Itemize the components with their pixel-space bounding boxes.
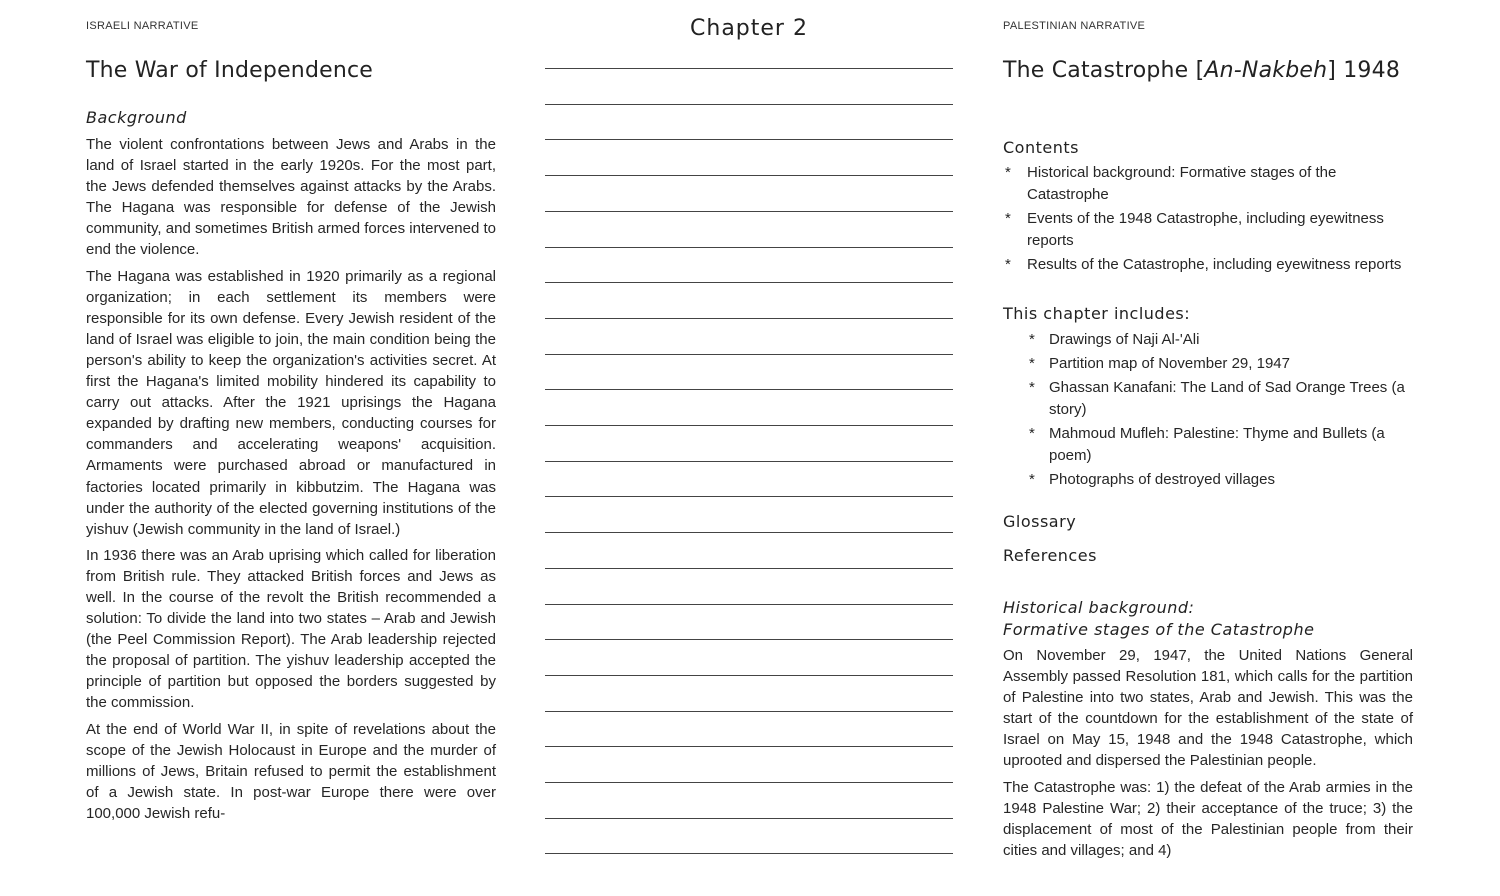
list-item: * Mahmoud Mufleh: Palestine: Thyme and Bullets (a poem)	[1029, 425, 1385, 464]
writing-line	[545, 354, 953, 355]
list-item: * Results of the Catastrophe, including eyewitness reports	[1005, 256, 1402, 273]
writing-line	[545, 711, 953, 712]
writing-line	[545, 568, 953, 569]
writing-line	[545, 318, 953, 319]
israeli-paragraph-3: In 1936 there was an Arab uprising which called for liberation from British rule. They attacked British forces and Jews as well. In the course of the revolt the British recommended a solution: To divide the land into two states – Arab and Jewish (the Peel Commission Report). The Arab leadership rejected the proposal of partition. The yishuv leadership accepted the principle of partition but opposed the borders suggested by the commission.	[86, 546, 496, 712]
israeli-paragraph-2: The Hagana was established in 1920 primarily as a regional organization; in each settlement its members were responsible for its own defense. Every Jewish resident of the land of Israel was eligible to join, the main condition being the person's ability to keep the organization's activities secret. At first the Hagana's limited mobility hindered its capability to carry out attacks. After the 1921 uprisings the Hagana expanded by drafting new members, conducting courses for commanders and accelerating weapons' acquisition. Armaments were purchased abroad or manufactured in factories located primarily in kibbutzim. The Hagana was under the authority of the elected governing institutions of the yishuv (Jewish community in the land of Israel.)	[86, 267, 496, 538]
heading-part-italic: An-Nakbeh	[1204, 58, 1328, 83]
writing-line	[545, 461, 953, 462]
writing-line	[545, 139, 953, 140]
includes-list	[1027, 329, 1417, 493]
writing-line	[545, 675, 953, 676]
list-item: * Events of the 1948 Catastrophe, including eyewitness reports	[1005, 210, 1384, 249]
writing-line	[545, 746, 953, 747]
writing-line	[545, 853, 953, 854]
palestinian-chapter-heading	[1003, 58, 1400, 83]
palestinian-paragraph-1: On November 29, 1947, the United Nations General Assembly passed Resolution 181, which calls for the partition of Palestine into two states, Arab and Jewish. This was the start of the countdown for the establishment of the state of Israel on May 15, 1948 and the 1948 Catastrophe, which uprooted and dispersed the Palestinian people.	[1003, 647, 1413, 770]
historical-background-heading: Historical background:	[1003, 598, 1195, 617]
israeli-paragraph-1: The violent confrontations between Jews and Arabs in the land of Israel started in the early 1920s. For the most part, the Jews defended themselves against attacks by the Arabs. The Hagana was responsible for defense of the Jewish community, and sometimes British armed forces intervened to end the violence.	[86, 136, 496, 259]
writing-line	[545, 425, 953, 426]
background-heading: Background	[86, 108, 187, 127]
writing-line	[545, 532, 953, 533]
writing-line	[545, 604, 953, 605]
list-item: * Historical background: Formative stages of the Catastrophe	[1005, 164, 1337, 203]
includes-heading: This chapter includes:	[1003, 304, 1191, 323]
list-item: * Drawings of Naji Al-'Ali	[1029, 331, 1200, 348]
writing-line	[545, 175, 953, 176]
israeli-body	[86, 134, 496, 829]
writing-line	[545, 104, 953, 105]
writing-line	[545, 818, 953, 819]
writing-line	[545, 68, 953, 69]
israeli-paragraph-4: At the end of World War II, in spite of revelations about the scope of the Jewish Holocaust in Europe and the murder of millions of Jews, Britain refused to permit the establishment of a Jewish state. In post-war Europe there were over 100,000 Jewish refu-	[86, 720, 496, 822]
writing-line	[545, 282, 953, 283]
list-item: * Ghassan Kanafani: The Land of Sad Orange Trees (a story)	[1029, 379, 1405, 418]
palestinian-paragraph-2: The Catastrophe was: 1) the defeat of the Arab armies in the 1948 Palestine War; 2) their acceptance of the truce; 3) the displacement of most of the Palestinian people from their cities and villages; and 4)	[1003, 778, 1413, 859]
contents-heading: Contents	[1003, 138, 1079, 157]
list-item: * Partition map of November 29, 1947	[1029, 355, 1290, 372]
references-heading: References	[1003, 546, 1097, 565]
list-item: * Photographs of destroyed villages	[1029, 471, 1275, 488]
heading-part-end: ] 1948	[1327, 58, 1401, 83]
writing-line	[545, 782, 953, 783]
writing-line	[545, 389, 953, 390]
formative-stages-heading: Formative stages of the Catastrophe	[1003, 620, 1315, 639]
palestinian-narrative-label: PALESTINIAN NARRATIVE	[1003, 20, 1146, 32]
writing-lines-column	[545, 0, 953, 896]
writing-line	[545, 496, 953, 497]
israeli-chapter-heading: The War of Independence	[86, 58, 374, 83]
chapter-title: Chapter 2	[690, 16, 808, 41]
writing-line	[545, 639, 953, 640]
israeli-narrative-label: ISRAELI NARRATIVE	[86, 20, 199, 32]
palestinian-body	[1003, 645, 1413, 866]
writing-line	[545, 211, 953, 212]
heading-part-start: The Catastrophe [	[1003, 58, 1205, 83]
glossary-heading: Glossary	[1003, 512, 1077, 531]
contents-list	[1003, 162, 1413, 278]
writing-line	[545, 247, 953, 248]
